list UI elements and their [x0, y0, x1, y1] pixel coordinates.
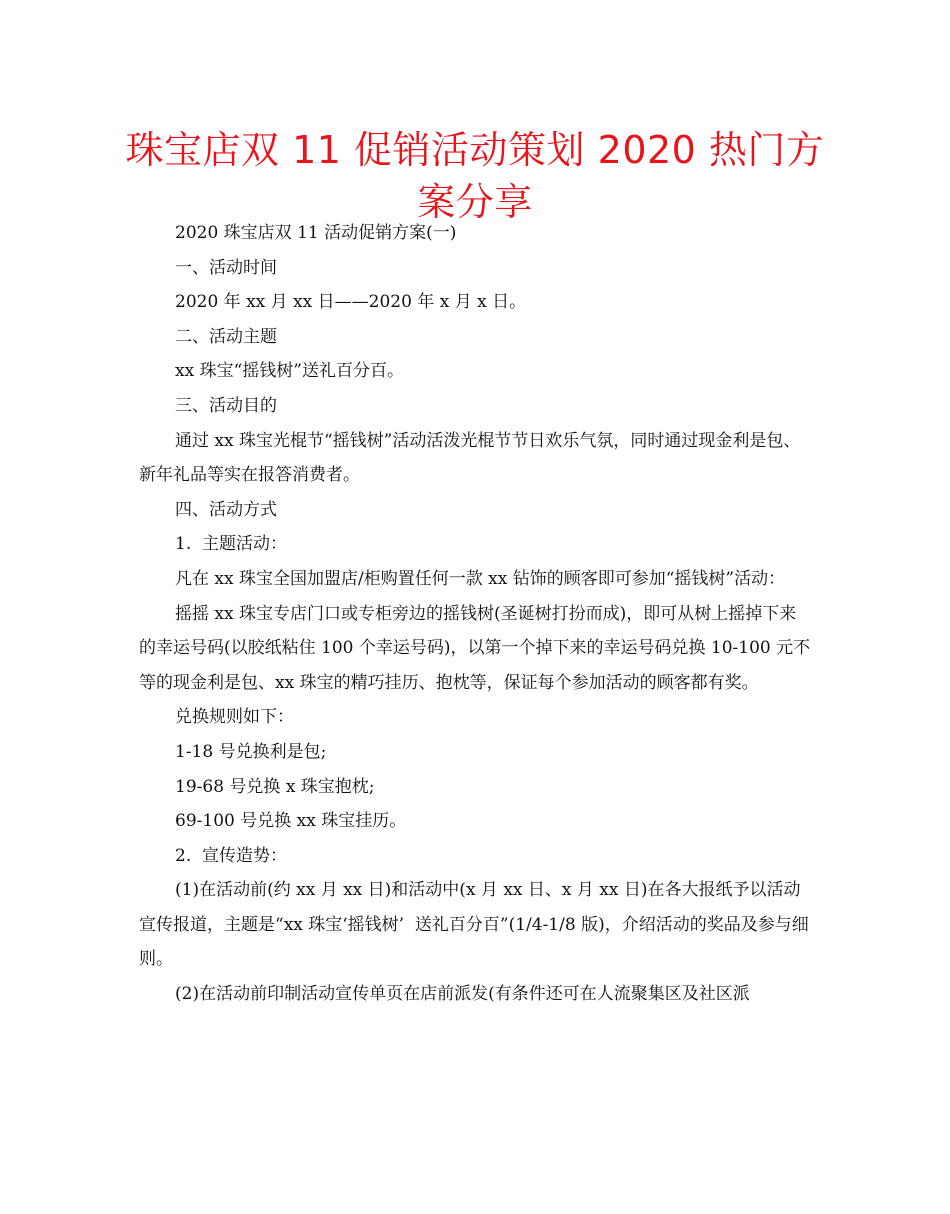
rule-item-2: 19-68 号兑换 x 珠宝抱枕; [175, 776, 375, 797]
document-body [139, 216, 811, 1012]
paragraph-theme: xx 珠宝“摇钱树”送礼百分百。 [175, 361, 404, 382]
section-heading-time: 一、活动时间 [175, 257, 277, 278]
paragraph-time: 2020 年 xx 月 xx 日——2020 年 x 月 x 日。 [175, 292, 527, 313]
paragraph-money-tree: 摇摇 xx 珠宝专店门口或专柜旁边的摇钱树(圣诞树打扮而成)，即可从树上摇掉下来的幸运号码(以胶纸粘住 100 个幸运号码)，以第一个掉下来的幸运号码兑换 10-100 元不等的现金利是包、xx 珠宝的精巧挂历、抱枕等，保证每个参加活动的顾客都有奖。 [139, 603, 811, 693]
rule-item-3: 69-100 号兑换 xx 珠宝挂历。 [175, 811, 407, 832]
section-heading-purpose: 三、活动目的 [175, 395, 277, 416]
paragraph-purpose: 通过 xx 珠宝光棍节“摇钱树”活动活泼光棍节节日欢乐气氛，同时通过现金利是包、新年礼品等实在报答消费者。 [139, 430, 801, 486]
paragraph-promotion-2: (2)在活动前印制活动宣传单页在店前派发(有条件还可在人流聚集区及社区派 [175, 984, 750, 1005]
paragraph-promotion-1: (1)在活动前(约 xx 月 xx 日)和活动中(x 月 xx 日、x 月 xx 日)在各大报纸予以活动宣传报道，主题是“xx 珠宝‘摇钱树’ 送礼百分百”(1/4-1/8 版)，介绍活动的奖品及参与细则。 [139, 880, 809, 970]
subheading-promotion: 2. 宣传造势： [175, 845, 288, 866]
subheading-theme-activity: 1. 主题活动： [175, 534, 288, 555]
section-heading-theme: 二、活动主题 [175, 326, 277, 347]
rule-item-1: 1-18 号兑换利是包; [175, 741, 327, 762]
document-title: 珠宝店双 11 促销活动策划 2020 热门方案分享 [125, 128, 825, 224]
paragraph-rules-intro: 兑换规则如下： [175, 707, 294, 728]
paragraph-participation: 凡在 xx 珠宝全国加盟店/柜购置任何一款 xx 钻饰的顾客即可参加“摇钱树”活动： [175, 568, 786, 589]
section-heading-method: 四、活动方式 [175, 499, 277, 520]
paragraph-plan-heading: 2020 珠宝店双 11 活动促销方案(一) [175, 223, 457, 243]
